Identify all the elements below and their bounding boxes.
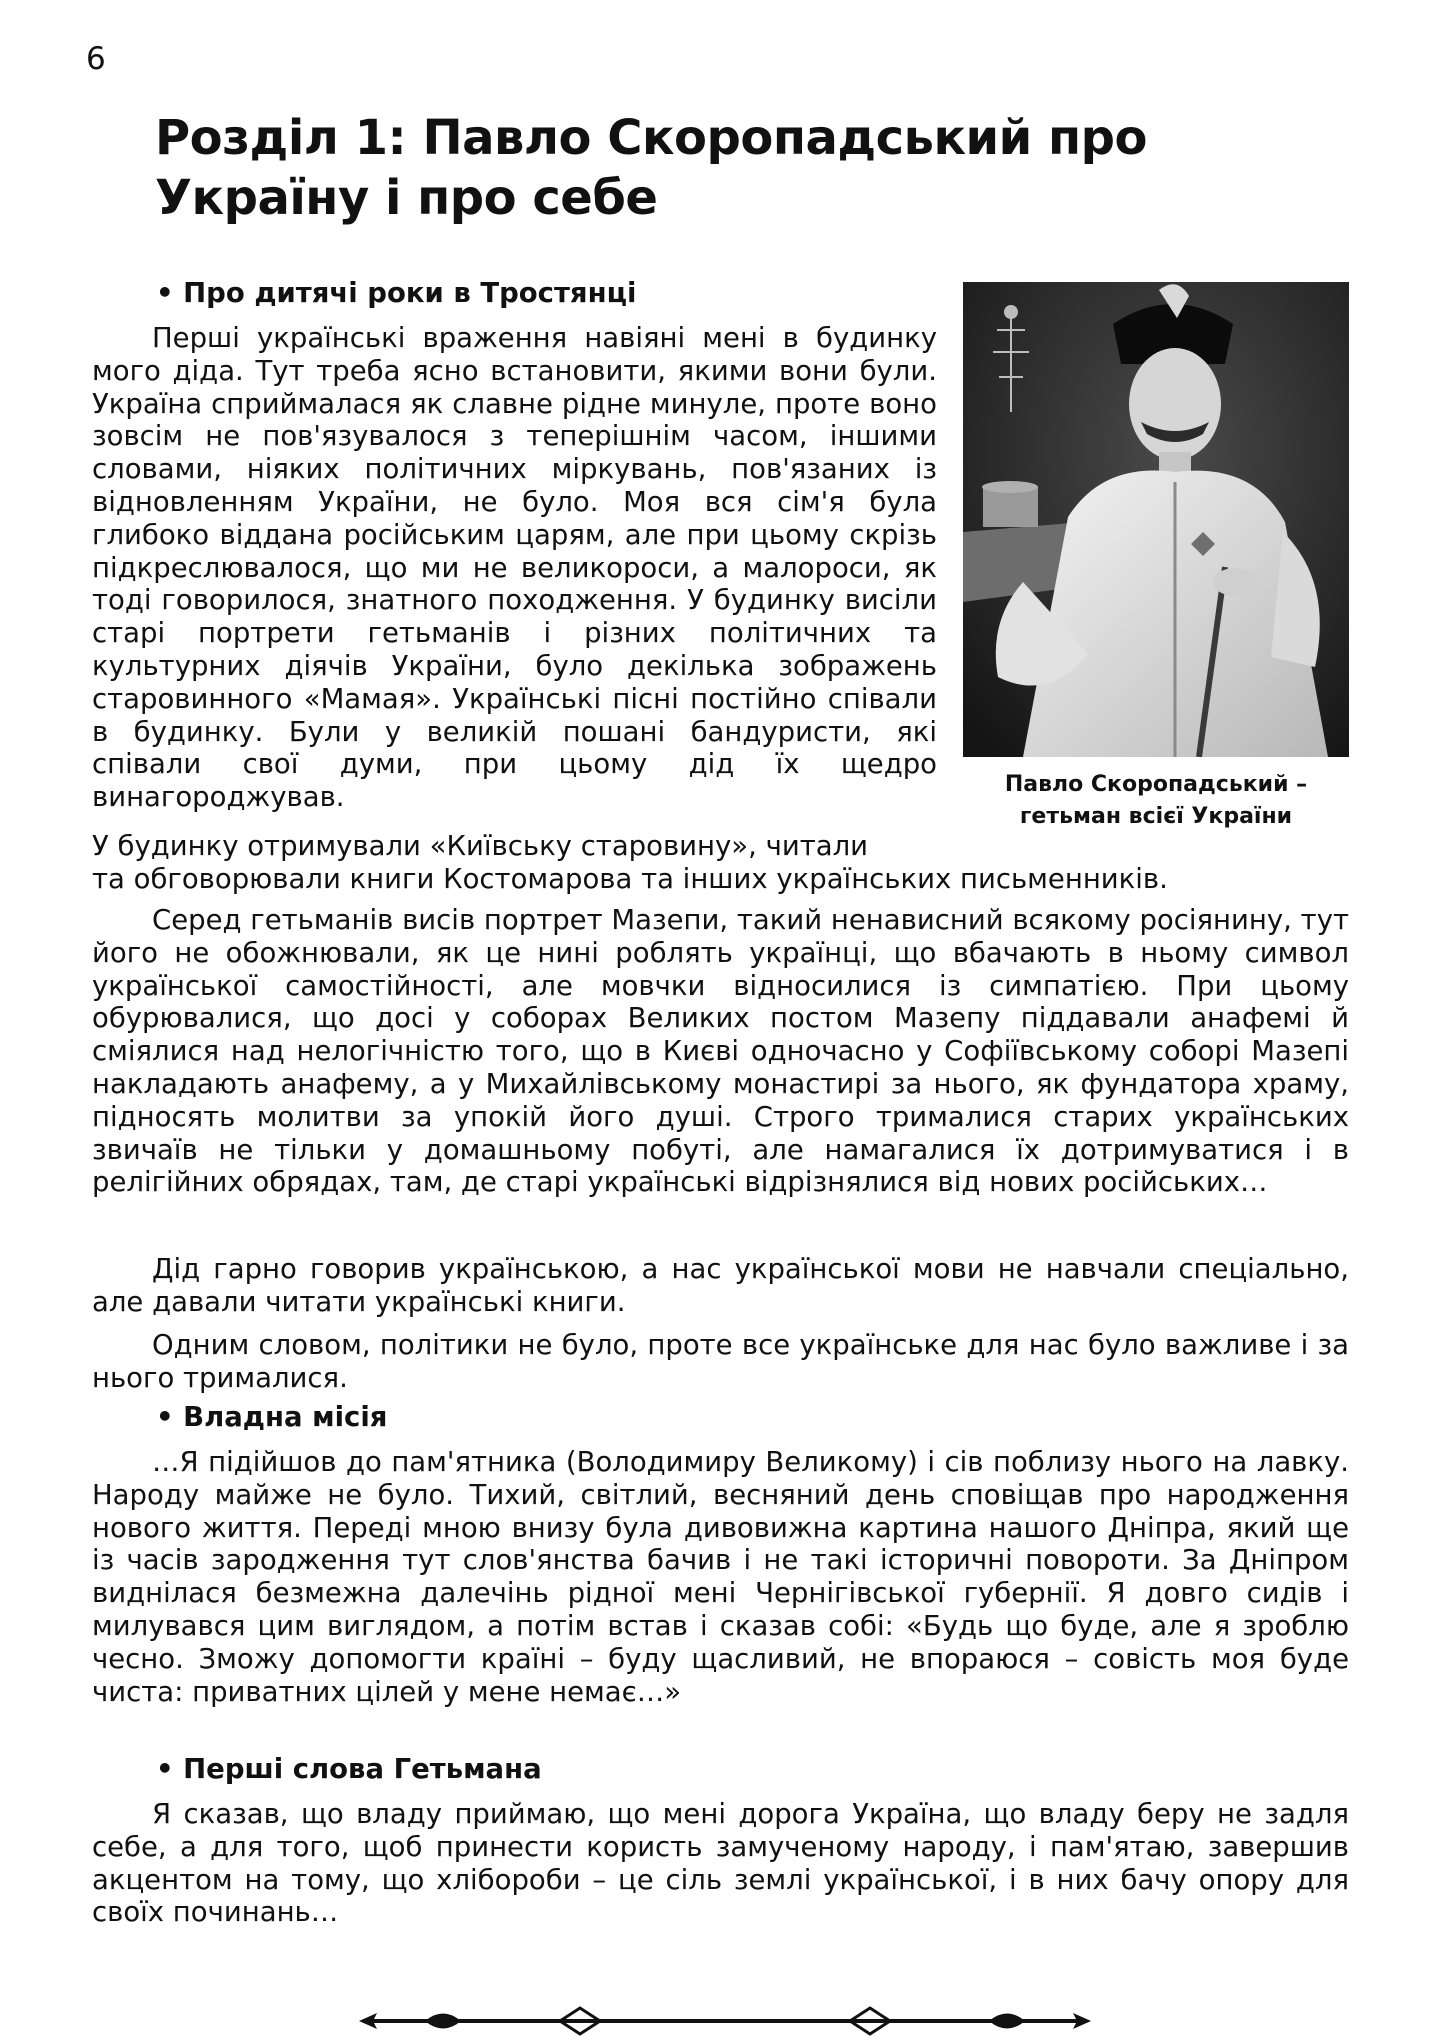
portrait-figure xyxy=(963,282,1349,833)
paragraph-mazepa: Серед гетьманів висів портрет Мазепи, такий ненависний всякому росіянину, тут його не обожнювали, як це нині роблять українці, що вбачають в ньому символ української самостійності, але мовчки відносилися із симпатією. При цьому обурювалися, що досі у соборах Великих постом Мазепу піддавали анафемі й сміялися над нелогічністю того, що в Києві одночасно у Софіївському соборі Мазепі накладають анафему, а у Михайлівському монастирі за нього, як фундатора храму, підносять молитви за упокій його душі. Строго трималися старих українських звичаїв не тільки у домашньому побуті, але намагалися їх дотримуватися і в релігійних обрядах, там, де старі українські відрізнялися від нових російських… xyxy=(92,904,1349,1199)
caption-line-2: гетьман всієї України xyxy=(1019,804,1293,829)
ornament-divider-icon xyxy=(355,2004,1095,2038)
portrait-photo xyxy=(963,282,1349,757)
paragraph-continued-line: У будинку отримували «Київську старовину», читали xyxy=(92,830,869,862)
paragraph-no-politics: Одним словом, політики не було, проте все українське для нас було важливе і за нього трималися. xyxy=(92,1329,1349,1394)
section-heading-childhood: • Про дитячі роки в Тростянці xyxy=(156,277,637,309)
paragraph-full-width-line: та обговорювали книги Костомарова та інших українських письменників. xyxy=(92,863,1168,895)
section-heading-first-words: • Перші слова Гетьмана xyxy=(156,1753,542,1785)
paragraph-mission: …Я підійшов до пам'ятника (Володимиру Великому) і сів поблизу нього на лавку. Народу майже не було. Тихий, світлий, весняний день сповіщав про народження нового життя. Переді мною внизу була дивовижна картина нашого Дніпра, який ще із часів зародження тут слов'янства бачив і не такі історичні повороти. За Дніпром виднілася безмежна далечінь рідної мені Чернігівської губернії. Я довго сидів і милувався цим виглядом, а потім встав і сказав собі: «Будь що буде, але я зроблю чесно. Зможу допомогти країні – буду щасливий, не впораюся – совість моя буде чиста: приватних цілей у мене немає…» xyxy=(92,1446,1349,1708)
section-heading-mission: • Владна місія xyxy=(156,1401,388,1433)
caption-line-1: Павло Скоропадський – xyxy=(1004,772,1308,797)
portrait-caption xyxy=(963,769,1349,833)
paragraph-first-words: Я сказав, що владу приймаю, що мені дорога Україна, що владу беру не задля себе, а для того, щоб принести користь замученому народу, і пам'ятаю, завершив акцентом на тому, що хлібороби – це сіль землі української, і в них бачу опору для своїх починань… xyxy=(92,1798,1349,1929)
paragraph-childhood: Перші українські враження навіяні мені в будинку мого діда. Тут треба ясно встановити, якими вони були. Україна сприймалася як славне рідне минуле, проте воно зовсім не пов'язувалося з теперішнім часом, іншими словами, ніяких політичних міркувань, пов'язаних із відновленням України, не було. Моя вся сім'я була глибоко віддана російським царям, але при цьому скрізь підкреслювалося, що ми не великороси, а малороси, як тоді говорилося, знатного походження. У будинку висіли старі портрети гетьманів і різних політичних та культурних діячів України, було декілька зображень старовинного «Мамая». Українські пісні постійно співали в будинку. Були у великій пошані бандуристи, які співали свої думи, при цьому дід їх щедро винагороджував. xyxy=(92,322,937,814)
paragraph-grandfather-language: Дід гарно говорив українською, а нас української мови не навчали спеціально, але давали читати українські книги. xyxy=(92,1253,1349,1318)
page-number: 6 xyxy=(86,41,106,77)
chapter-title: Розділ 1: Павло Скоропадський про Україну і про себе xyxy=(155,110,1148,226)
